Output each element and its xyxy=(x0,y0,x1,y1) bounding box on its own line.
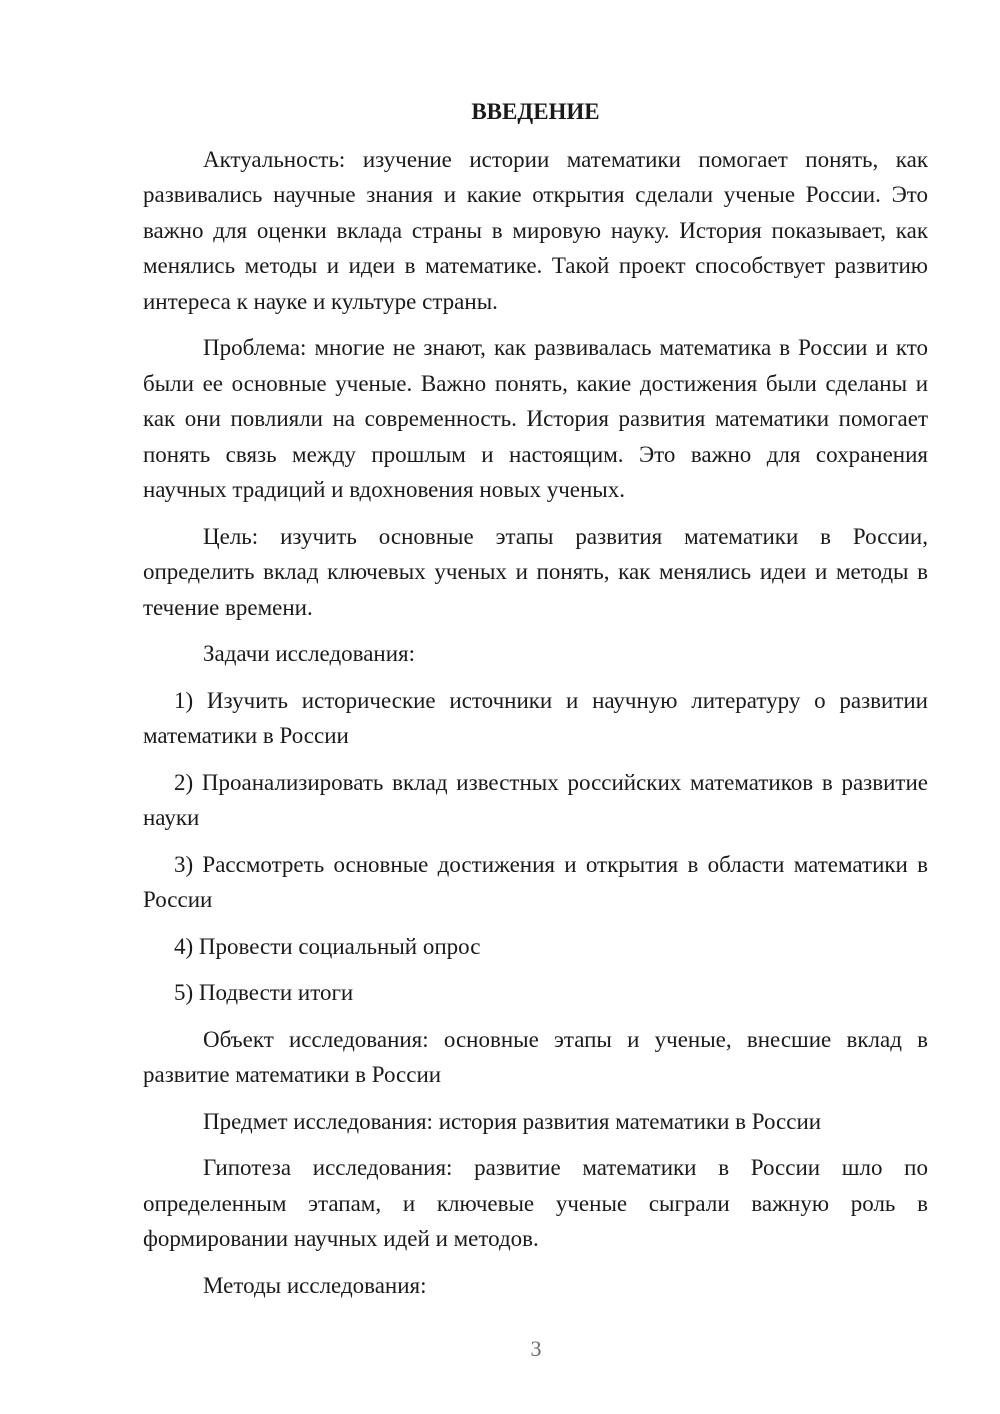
paragraph-goal: Цель: изучить основные этапы развития математики в России, определить вклад ключевых ученых и понять, как менялись идеи и методы в течение времени. xyxy=(143,523,928,620)
paragraph-problem: Проблема: многие не знают, как развивалась математика в России и кто были ее основные ученые. Важно понять, какие достижения были сделаны и как они повлияли на современность. История развития математики помогает понять связь между прошлым и настоящим. Это важно для сохранения научных традиций и вдохновения новых ученых. xyxy=(143,335,928,502)
methods-label: Методы исследования: xyxy=(203,1272,427,1298)
task-item-3: 3) Рассмотреть основные достижения и открытия в области математики в России xyxy=(143,851,928,912)
task-item-4: 4) Провести социальный опрос xyxy=(174,933,481,959)
paragraph-subject: Предмет исследования: история развития математики в России xyxy=(203,1108,822,1134)
task-item-5: 5) Подвести итоги xyxy=(174,980,354,1005)
tasks-label: Задачи исследования: xyxy=(203,641,416,666)
paragraph-relevance: Актуальность: изучение истории математики помогает понять, как развивались научные знания и какие открытия сделали ученые России. Это важно для оценки вклада страны в мировую науку. История показывает, как менялись методы и идеи в математике. Такой проект способствует развитию интереса к науке и культуре страны. xyxy=(143,146,928,314)
task-item-2: 2) Проанализировать вклад известных российских математиков в развитие науки xyxy=(143,769,928,830)
paragraph-object: Объект исследования: основные этапы и ученые, внесшие вклад в развитие математики в России xyxy=(143,1026,928,1087)
paragraph-hypothesis: Гипотеза исследования: развитие математики в России шло по определенным этапам, и ключевые ученые сыграли важную роль в формировании научных идей и методов. xyxy=(143,1155,928,1251)
page-number: 3 xyxy=(530,1336,542,1361)
section-heading: ВВЕДЕНИЕ xyxy=(471,99,600,124)
task-item-1: 1) Изучить исторические источники и научную литературу о развитии математики в России xyxy=(143,687,928,748)
page-content xyxy=(143,94,928,1314)
